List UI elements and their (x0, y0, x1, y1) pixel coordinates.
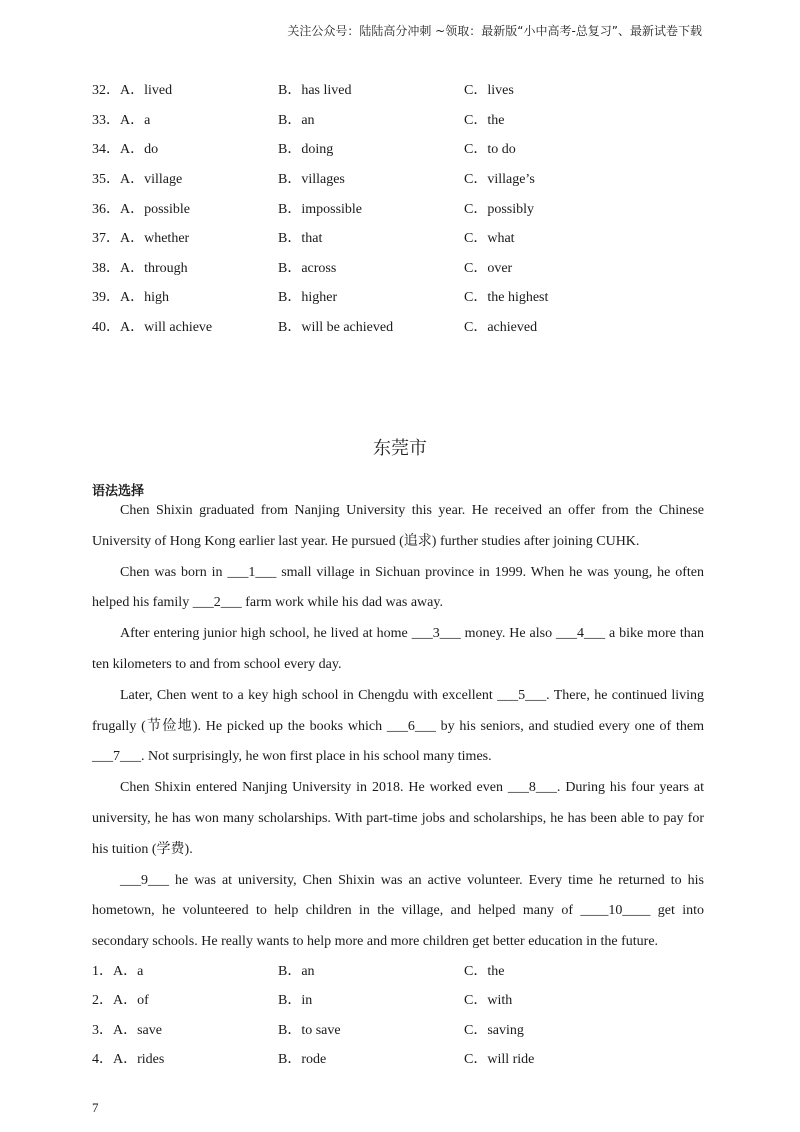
option-row-32 (0, 79, 800, 101)
option-row-35 (0, 168, 800, 190)
passage-paragraph: ___9___ he was at university, Chen Shixin was an active volunteer. Every time he returned to his hometown, he volunteered to help children in the village, and helped many of ____10____ get into secondary schools. He really wants to help more and more children get better education in the future. (92, 872, 704, 950)
option-a: 36．A．possible (92, 202, 190, 217)
option-a: 39．A．high (92, 290, 169, 305)
option-row-34 (0, 138, 800, 160)
option-c: C．will ride (464, 1052, 535, 1067)
option-row-40 (0, 316, 800, 338)
option-a: 4．A．rides (92, 1052, 165, 1067)
option-row-2 (0, 989, 800, 1011)
option-row-1 (0, 960, 800, 982)
option-c: C．saving (464, 1023, 524, 1038)
option-c: C．possibly (464, 202, 535, 217)
option-b: B．to save (278, 1023, 341, 1038)
option-b: B．impossible (278, 202, 363, 217)
option-a: 33．A．a (92, 113, 151, 128)
option-row-33 (0, 109, 800, 131)
option-c: C．village’s (464, 172, 535, 187)
option-row-36 (0, 198, 800, 220)
option-c: C．the (464, 113, 505, 128)
option-a: 32．A．lived (92, 83, 173, 98)
option-b: B．that (278, 231, 323, 246)
option-b: B．villages (278, 172, 345, 187)
passage-paragraph: Chen was born in ___1___ small village in Sichuan province in 1999. When he was young, he often helped his family ___2___ farm work while his dad was away. (92, 564, 704, 611)
section-heading: 语法选择 (92, 484, 145, 499)
option-a: 1．A．a (92, 964, 144, 979)
option-row-3 (0, 1019, 800, 1041)
option-a: 3．A．save (92, 1023, 162, 1038)
reading-passage (92, 496, 704, 958)
header-note: 关注公众号：陆陆高分冲刺 ~领取：最新版“小中高考-总复习”、最新试卷下载 (287, 24, 702, 38)
option-b: B．has lived (278, 83, 352, 98)
option-row-38 (0, 257, 800, 279)
option-a: 38．A．through (92, 261, 188, 276)
option-b: B．in (278, 993, 313, 1008)
option-a: 34．A．do (92, 142, 159, 157)
option-b: B．an (278, 964, 315, 979)
option-b: B．across (278, 261, 337, 276)
option-c: C．with (464, 993, 513, 1008)
option-c: C．lives (464, 83, 514, 98)
option-b: B．will be achieved (278, 320, 394, 335)
passage-paragraph: Later, Chen went to a key high school in Chengdu with excellent ___5___. There, he continued living frugally (节俭地). He picked up the books which ___6___ by his seniors, and studied every one of them ___7___. Not surprisingly, he won first place in his school many times. (92, 687, 704, 765)
passage-paragraph: After entering junior high school, he lived at home ___3___ money. He also ___4___ a bike more than ten kilometers to and from school every day. (92, 626, 704, 672)
option-row-4 (0, 1048, 800, 1070)
option-row-37 (0, 227, 800, 249)
option-b: B．higher (278, 290, 338, 305)
city-title: 东莞市 (373, 438, 427, 459)
passage-paragraph: Chen Shixin entered Nanjing University in 2018. He worked even ___8___. During his four years at university, he has won many scholarships. With part-time jobs and scholarships, he has been able to pay for his tuition (学费). (92, 780, 704, 857)
option-c: C．achieved (464, 320, 538, 335)
option-c: C．over (464, 261, 513, 276)
option-b: B．rode (278, 1052, 327, 1067)
option-a: 2．A．of (92, 993, 149, 1008)
option-a: 35．A．village (92, 172, 183, 187)
option-c: C．the highest (464, 290, 549, 305)
option-a: 37．A．whether (92, 231, 190, 246)
option-c: C．what (464, 231, 515, 246)
option-a: 40．A．will achieve (92, 320, 213, 335)
option-b: B．doing (278, 142, 334, 157)
passage-paragraph: Chen Shixin graduated from Nanjing University this year. He received an offer from the Chinese University of Hong Kong earlier last year. He pursued (追求) further studies after joining CUHK. (92, 503, 704, 549)
option-c: C．the (464, 964, 505, 979)
option-b: B．an (278, 113, 315, 128)
page-number: 7 (92, 1100, 99, 1115)
option-row-39 (0, 286, 800, 308)
option-c: C．to do (464, 142, 516, 157)
